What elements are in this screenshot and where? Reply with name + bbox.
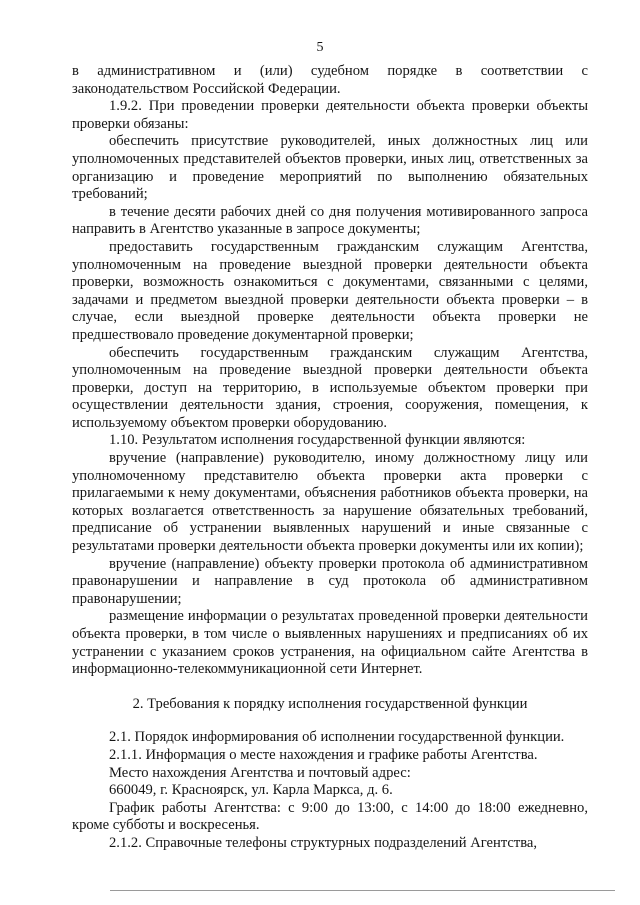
paragraph-1-10: 1.10. Результатом исполнения государственной функции являются:: [109, 432, 526, 449]
page-number: 5: [316, 40, 324, 55]
paragraph-deliver-protocol: вручение (направление) объекту проверки протокола об административном правонарушении и направление в суд протокола об административном правонарушении;: [72, 555, 588, 607]
paragraph-deliver-act: вручение (направление) руководителю, иному должностному лицу или уполномоченному представителю объекта проверки акта проверки с прилагаемыми к нему документами, объяснения работников объекта проверки, на которых возлагается ответственность за нарушение обязательных требований, предписание об устранении выявленных нарушений и иные связанные с результатами проверки деятельности объекта проверки документы или их копии);: [72, 450, 588, 555]
section-heading: 2. Требования к порядку исполнения государственной функции: [132, 695, 528, 712]
paragraph-schedule: График работы Агентства: с 9:00 до 13:00, с 14:00 до 18:00 ежедневно, кроме субботы и воскресенья.: [72, 799, 588, 834]
paragraph-location-label: Место нахождения Агентства и почтовый адрес:: [109, 764, 411, 781]
paragraph-ensure-presence: обеспечить присутствие руководителей, иных должностных лиц или уполномоченных представителей объектов проверки, иных лиц, ответственных за организацию и проведение мероприятий по выполнению обязательных требований;: [72, 133, 588, 203]
paragraph-1-9-2: 1.9.2. При проведении проверки деятельности объекта проверки объекты проверки обязаны:: [72, 98, 588, 132]
paragraph-2-1-1: 2.1.1. Информация о месте нахождения и графике работы Агентства.: [109, 746, 538, 763]
paragraph-2-1: 2.1. Порядок информирования об исполнении государственной функции.: [109, 729, 565, 746]
paragraph-publish-info: размещение информации о результатах проведенной проверки деятельности объекта проверки, в том числе о выявленных нарушениях и предписаниях об их устранении с указанием сроков устранения, на официальном сайте Агентства в информационно-телекоммуникационной сети Интернет.: [72, 608, 588, 678]
paragraph-address: 660049, г. Красноярск, ул. Карла Маркса, д. 6.: [109, 782, 393, 799]
paragraph-provide-territory-access: обеспечить государственным гражданским служащим Агентства, уполномоченным на проведение выездной проверки деятельности объекта проверки, доступ на территорию, в используемые объектом проверки при осуществлении деятельности здания, строения, сооружения, помещения, к используемому объектом проверки оборудованию.: [72, 344, 588, 431]
paragraph-send-documents: в течение десяти рабочих дней со дня получения мотивированного запроса направить в Агентство указанные в запросе документы;: [72, 203, 588, 238]
bottom-rule: [110, 890, 615, 891]
paragraph-continuation: в административном и (или) судебном порядке в соответствии с законодательством Российской Федерации.: [72, 63, 588, 97]
document-body: [72, 63, 588, 853]
paragraph-2-1-2: 2.1.2. Справочные телефоны структурных подразделений Агентства,: [109, 834, 538, 851]
paragraph-provide-access-docs: предоставить государственным гражданским служащим Агентства, уполномоченным на проведение выездной проверки деятельности объекта проверки, возможность ознакомиться с документами, связанными с целями, задачами и предметом выездной проверки деятельности объекта проверки – в случае, если выездной проверке деятельности объекта проверки не предшествовало проведение документарной проверки;: [72, 238, 588, 343]
